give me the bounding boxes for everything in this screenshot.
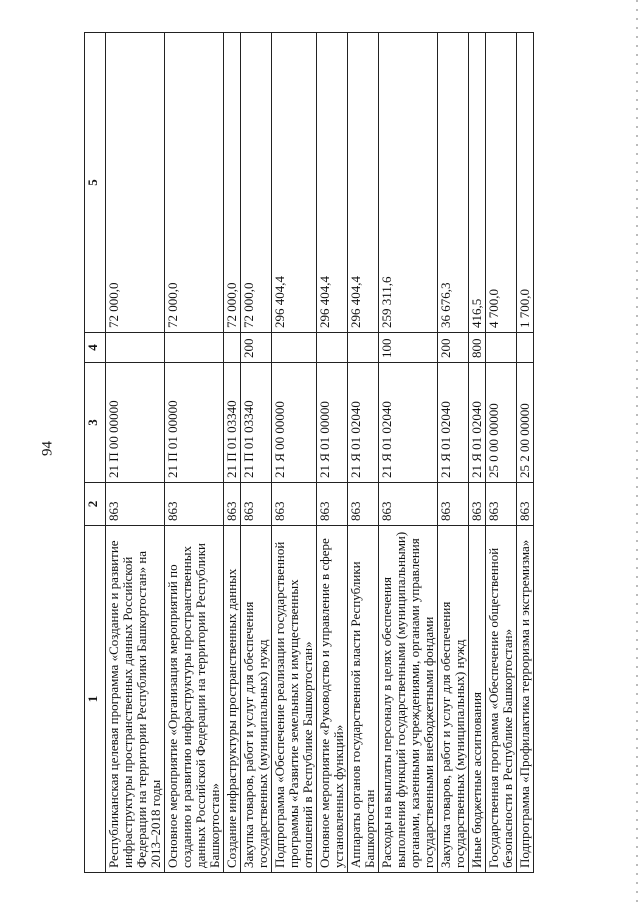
csr-code-cell: 21 Я 01 02040 (438, 363, 469, 483)
amount-cell: 296 404,4 (317, 33, 348, 333)
ved-code-cell: 863 (486, 483, 517, 526)
amount-cell: 296 404,4 (272, 33, 317, 333)
vr-code-cell (106, 333, 165, 363)
table-row (106, 33, 165, 873)
table-header-row (85, 33, 106, 873)
row-name-cell: Подпрограмма «Обеспечение реализации государственной программы «Развитие земельных и имущественных отношений в Республике Башкортостан» (272, 526, 317, 873)
csr-code-cell: 21 П 01 03340 (224, 363, 241, 483)
budget-table (84, 32, 534, 873)
amount-cell: 72 000,0 (224, 33, 241, 333)
table-row (379, 33, 438, 873)
row-name-cell: Подпрограмма «Профилактика терроризма и экстремизма» (517, 526, 534, 873)
row-name-cell: Расходы на выплаты персоналу в целях обеспечения выполнения функций государственными (муниципальными) органами, казенными учреждениями, органами управления государственными внебюджетными фондами (379, 526, 438, 873)
table-row (486, 33, 517, 873)
row-name-cell: Аппараты органов государственной власти Республики Башкортостан (348, 526, 379, 873)
vr-code-cell (517, 333, 534, 363)
ved-code-cell: 863 (517, 483, 534, 526)
ved-code-cell: 863 (317, 483, 348, 526)
ved-code-cell: 863 (241, 483, 272, 526)
amount-cell: 296 404,4 (348, 33, 379, 333)
ved-code-cell: 863 (106, 483, 165, 526)
ved-code-cell: 863 (379, 483, 438, 526)
csr-code-cell: 21 П 01 03340 (241, 363, 272, 483)
table-body (106, 33, 534, 873)
ved-code-cell: 863 (348, 483, 379, 526)
ved-code-cell: 863 (438, 483, 469, 526)
table-row (241, 33, 272, 873)
csr-code-cell: 21 Я 01 02040 (469, 363, 486, 483)
vr-code-cell: 800 (469, 333, 486, 363)
scan-edge-artifact (636, 0, 638, 905)
csr-code-cell: 21 Я 01 00000 (317, 363, 348, 483)
vr-code-cell (348, 333, 379, 363)
table-row (272, 33, 317, 873)
csr-code-cell: 25 0 00 00000 (486, 363, 517, 483)
csr-code-cell: 25 2 00 00000 (517, 363, 534, 483)
csr-code-cell: 21 Я 00 00000 (272, 363, 317, 483)
amount-cell: 36 676,3 (438, 33, 469, 333)
vr-code-cell: 200 (241, 333, 272, 363)
amount-cell: 4 700,0 (486, 33, 517, 333)
table-row (517, 33, 534, 873)
vr-code-cell (486, 333, 517, 363)
column-header: 3 (85, 363, 106, 483)
csr-code-cell: 21 Я 01 02040 (348, 363, 379, 483)
table-row (348, 33, 379, 873)
rotated-content (84, 33, 552, 873)
vr-code-cell (272, 333, 317, 363)
vr-code-cell (165, 333, 224, 363)
ved-code-cell: 863 (224, 483, 241, 526)
row-name-cell: Республиканская целевая программа «Создание и развитие инфраструктуры пространственных данных Российской Федерации на территории Республики Башкортостан» на 2013–2018 годы (106, 526, 165, 873)
csr-code-cell: 21 П 00 00000 (106, 363, 165, 483)
column-header: 2 (85, 483, 106, 526)
column-header: 4 (85, 333, 106, 363)
table-row (317, 33, 348, 873)
row-name-cell: Государственная программа «Обеспечение общественной безопасности в Республике Башкортостан» (486, 526, 517, 873)
vr-code-cell: 200 (438, 333, 469, 363)
row-name-cell: Основное мероприятие «Руководство и управление в сфере установленных функций» (317, 526, 348, 873)
amount-cell: 259 311,6 (379, 33, 438, 333)
page-number: 94 (39, 441, 56, 456)
column-header: 5 (85, 33, 106, 333)
ved-code-cell: 863 (469, 483, 486, 526)
amount-cell: 72 000,0 (165, 33, 224, 333)
vr-code-cell (317, 333, 348, 363)
row-name-cell: Основное мероприятие «Организация мероприятий по созданию и развитию инфраструктуры пространственных данных Российской Федерации на территории Республики Башкортостан» (165, 526, 224, 873)
ved-code-cell: 863 (272, 483, 317, 526)
row-name-cell: Закупка товаров, работ и услуг для обеспечения государственных (муниципальных) нужд (438, 526, 469, 873)
csr-code-cell: 21 П 01 00000 (165, 363, 224, 483)
table-row (469, 33, 486, 873)
ved-code-cell: 863 (165, 483, 224, 526)
csr-code-cell: 21 Я 01 02040 (379, 363, 438, 483)
amount-cell: 1 700,0 (517, 33, 534, 333)
vr-code-cell: 100 (379, 333, 438, 363)
table-row (224, 33, 241, 873)
column-header: 1 (85, 526, 106, 873)
amount-cell: 416,5 (469, 33, 486, 333)
table-row (165, 33, 224, 873)
vr-code-cell (224, 333, 241, 363)
row-name-cell: Иные бюджетные ассигнования (469, 526, 486, 873)
amount-cell: 72 000,0 (241, 33, 272, 333)
amount-cell: 72 000,0 (106, 33, 165, 333)
table-row (438, 33, 469, 873)
row-name-cell: Создание инфраструктуры пространственных данных (224, 526, 241, 873)
row-name-cell: Закупка товаров, работ и услуг для обеспечения государственных (муниципальных) нужд (241, 526, 272, 873)
